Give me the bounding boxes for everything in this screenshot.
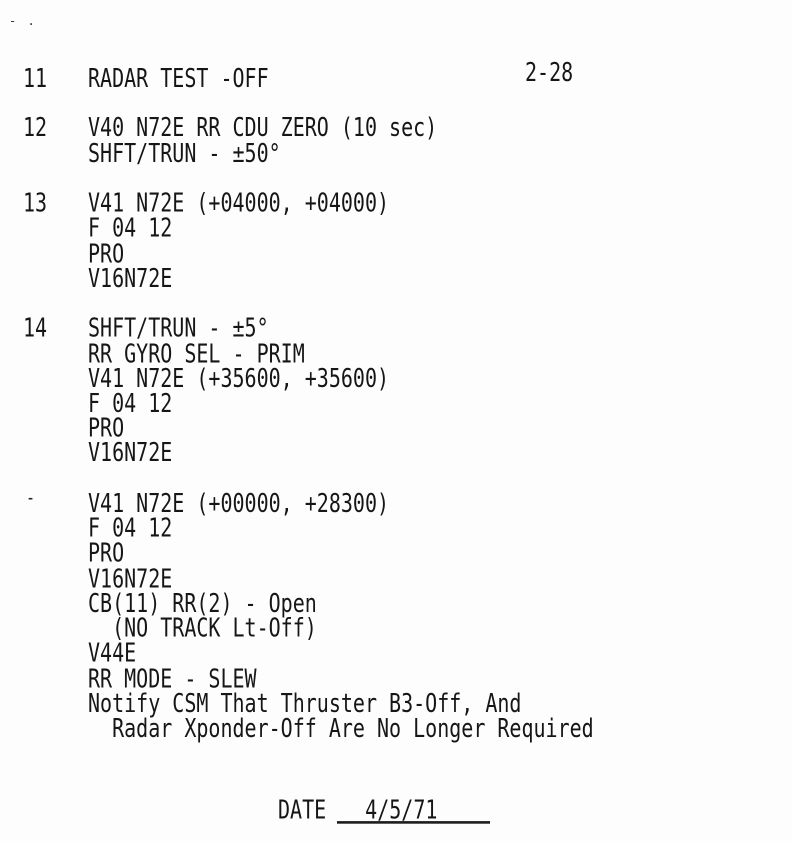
step-number: 14 <box>23 312 48 344</box>
procedure-step-12 <box>0 112 792 169</box>
procedure-line: SHFT/TRUN - ±50° <box>88 137 281 169</box>
procedure-line: F 04 12 <box>88 212 173 244</box>
procedure-line: PRO <box>88 237 125 269</box>
step-number: 11 <box>23 62 48 94</box>
date-field <box>337 793 490 825</box>
procedure-line: V16N72E <box>88 562 173 594</box>
procedure-line: V41 N72E (+35600, +35600) <box>88 362 390 394</box>
date-row <box>278 793 490 825</box>
procedure-line: PRO <box>88 412 125 444</box>
procedure-step-13 <box>0 187 792 294</box>
procedure-line: V16N72E <box>88 437 173 469</box>
procedure-line: V40 N72E RR CDU ZERO (10 sec) <box>88 112 438 144</box>
procedure-line: RADAR TEST -OFF <box>88 62 269 94</box>
procedure-line: CB(11) RR(2) - Open <box>88 587 317 619</box>
step-lines <box>0 62 792 94</box>
procedure-line: F 04 12 <box>88 512 173 544</box>
procedure-step-unnumbered <box>0 485 792 744</box>
step-lines <box>0 112 792 169</box>
step-number: 12 <box>23 112 48 144</box>
step-lines <box>0 187 792 294</box>
procedure-line: Notify CSM That Thruster B3-Off, And <box>88 687 522 719</box>
procedure-line: PRO <box>88 537 125 569</box>
procedure-line: V41 N72E (+00000, +28300) <box>88 487 390 519</box>
step-number: 13 <box>23 187 48 219</box>
procedure-line: Radar Xponder-Off Are No Longer Required <box>88 712 594 744</box>
step-lines <box>0 487 792 744</box>
procedure-line: V44E <box>88 637 137 669</box>
procedure-line: V41 N72E (+04000, +04000) <box>88 187 390 219</box>
procedure-list <box>0 62 792 766</box>
procedure-line: F 04 12 <box>88 387 173 419</box>
date-value: 4/5/71 <box>365 793 438 825</box>
procedure-line: RR GYRO SEL - PRIM <box>88 337 305 369</box>
margin-dash-mark: - <box>26 485 36 510</box>
procedure-step-11 <box>0 62 792 94</box>
procedure-line: (NO TRACK Lt-Off) <box>88 612 317 644</box>
procedure-line: RR MODE - SLEW <box>88 662 257 694</box>
procedure-line: SHFT/TRUN - ±5° <box>88 312 269 344</box>
procedure-line: V16N72E <box>88 262 173 294</box>
date-label: DATE <box>278 793 327 825</box>
procedure-step-14 <box>0 312 792 469</box>
scan-stray-mark: - . <box>9 14 37 28</box>
page-number: 2-28 <box>525 56 574 88</box>
step-lines <box>0 312 792 469</box>
